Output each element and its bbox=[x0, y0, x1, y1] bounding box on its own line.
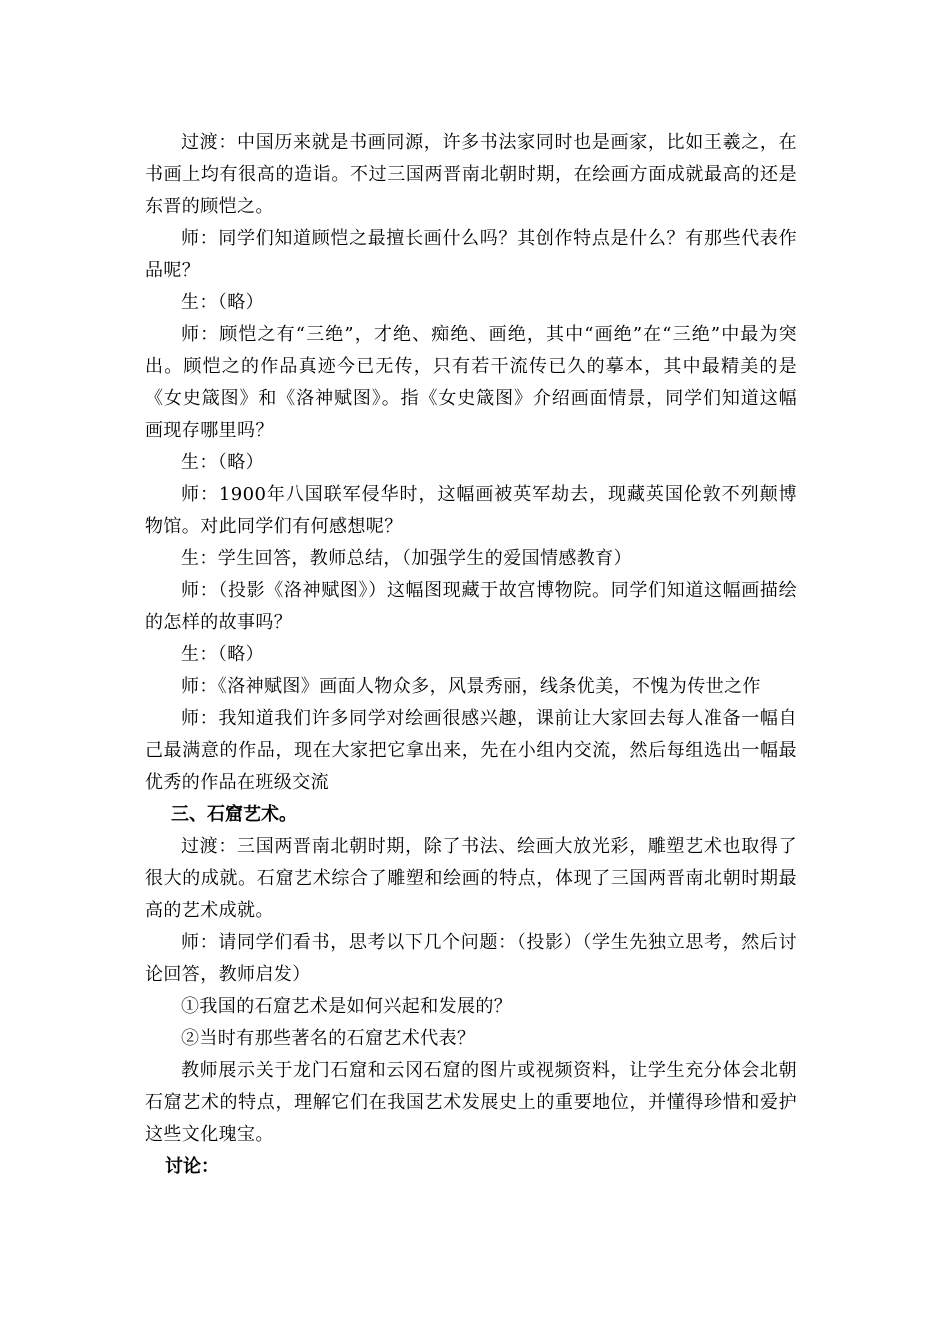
paragraph-teacher-luoshen-comment: 师：《洛神赋图》画面人物众多，风景秀丽，线条优美，不愧为传世之作 bbox=[181, 676, 761, 697]
paragraph-transition-painting: 过渡：中国历来就是书画同源，许多书法家同时也是画家，比如王羲之，在书画上均有很高的造诣。不过三国两晋南北朝时期，在绘画方面成就最高的还是东晋的顾恺之。 bbox=[145, 132, 797, 217]
paragraph-student-reply: 生：（略） bbox=[181, 644, 264, 665]
paragraph-teacher-1900: 师：1900年八国联军侵华时，这幅画被英军劫去，现藏英国伦敦不列颠博物馆。对此同学们有何感想呢？ bbox=[145, 484, 797, 537]
question-item-2: ②当时有那些著名的石窟艺术代表？ bbox=[181, 1028, 476, 1049]
paragraph-transition-grotto: 过渡：三国两晋南北朝时期，除了书法、绘画大放光彩，雕塑艺术也取得了很大的成就。石窟艺术综合了雕塑和绘画的特点，体现了三国两晋南北朝时期最高的艺术成就。 bbox=[145, 836, 797, 921]
discussion-label: 讨论： bbox=[165, 1156, 219, 1177]
paragraph-teacher-exchange: 师：我知道我们许多同学对绘画很感兴趣，课前让大家回去每人准备一幅自己最满意的作品，现在大家把它拿出来，先在小组内交流，然后每组选出一幅最优秀的作品在班级交流 bbox=[145, 708, 797, 793]
paragraph-teacher-show-materials: 教师展示关于龙门石窟和云冈石窟的图片或视频资料，让学生充分体会北朝石窟艺术的特点，理解它们在我国艺术发展史上的重要地位，并懂得珍惜和爱护这些文化瑰宝。 bbox=[145, 1060, 797, 1145]
paragraph-teacher-question: 师：同学们知道顾恺之最擅长画什么吗？其创作特点是什么？有那些代表作品呢？ bbox=[145, 228, 797, 281]
section-heading-grotto-art: 三、石窟艺术。 bbox=[171, 804, 297, 825]
question-item-1: ①我国的石窟艺术是如何兴起和发展的？ bbox=[181, 996, 513, 1017]
paragraph-teacher-three-excellences: 师：顾恺之有“三绝”，才绝、痴绝、画绝，其中“画绝”在“三绝”中最为突出。顾恺之的作品真迹今已无传，只有若干流传已久的摹本，其中最精美的是《女史箴图》和《洛神赋图》。指《女史箴图》介绍画面情景，同学们知道这幅画现存哪里吗？ bbox=[145, 324, 797, 441]
paragraph-student-answer: 生：学生回答，教师总结，（加强学生的爱国情感教育） bbox=[181, 548, 632, 569]
paragraph-student-reply: 生：（略） bbox=[181, 452, 264, 473]
paragraph-student-reply: 生：（略） bbox=[181, 292, 264, 313]
paragraph-teacher-read-book: 师：请同学们看书，思考以下几个问题：（投影）（学生先独立思考，然后讨论回答，教师启发） bbox=[145, 932, 797, 985]
document-body bbox=[145, 127, 797, 1183]
paragraph-teacher-luoshen: 师：（投影《洛神赋图》）这幅图现藏于故宫博物院。同学们知道这幅画描绘的怎样的故事吗？ bbox=[145, 580, 797, 633]
